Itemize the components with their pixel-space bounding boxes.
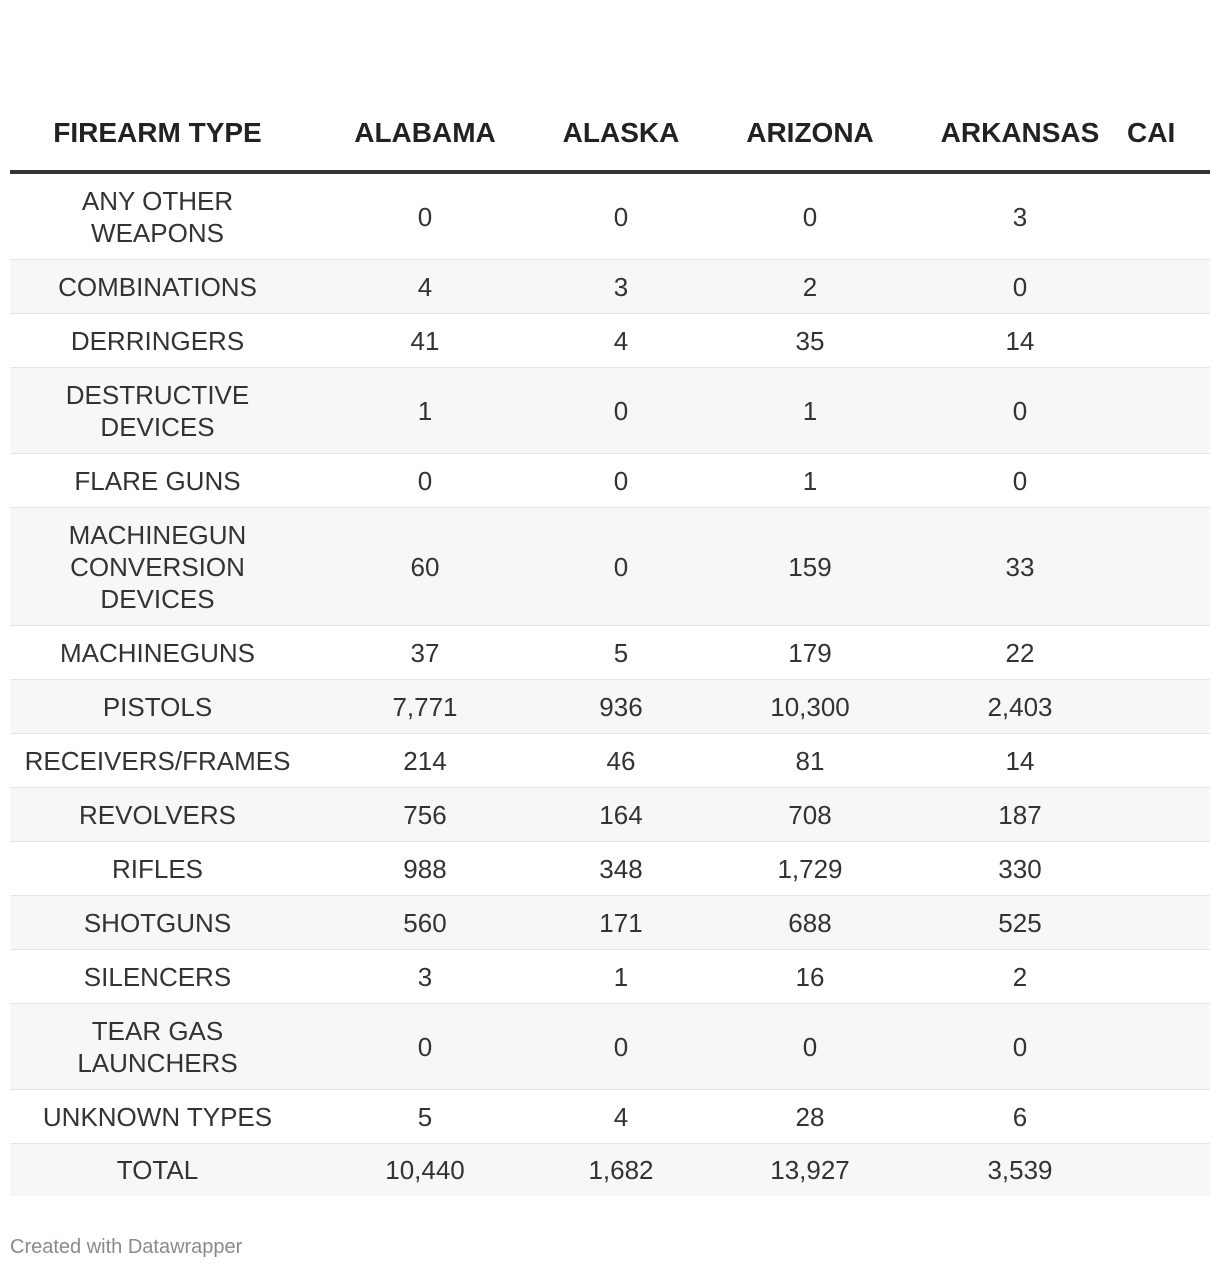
- value-cell-arkansas: 14: [923, 314, 1117, 368]
- value-cell-alabama: 37: [305, 626, 545, 680]
- value-cell-alabama: 10,440: [305, 1144, 545, 1197]
- value-cell-alaska: 936: [545, 680, 697, 734]
- firearm-type-cell: MACHINEGUN CONVERSION DEVICES: [10, 508, 305, 626]
- value-cell-alabama: 988: [305, 842, 545, 896]
- value-cell-arkansas: 0: [923, 1004, 1117, 1090]
- value-cell-arkansas: 0: [923, 368, 1117, 454]
- firearm-type-cell: PISTOLS: [10, 680, 305, 734]
- firearm-type-cell: MACHINEGUNS: [10, 626, 305, 680]
- value-cell-arkansas: 3: [923, 172, 1117, 260]
- value-cell-truncated: [1117, 260, 1210, 314]
- value-cell-truncated: [1117, 626, 1210, 680]
- value-cell-arizona: 1: [697, 454, 923, 508]
- table-row: [10, 1090, 1210, 1144]
- value-cell-arizona: 179: [697, 626, 923, 680]
- value-cell-alabama: 756: [305, 788, 545, 842]
- value-cell-truncated: [1117, 1090, 1210, 1144]
- table-row: [10, 896, 1210, 950]
- value-cell-truncated: [1117, 1144, 1210, 1197]
- value-cell-arizona: 35: [697, 314, 923, 368]
- value-cell-alabama: 60: [305, 508, 545, 626]
- value-cell-arizona: 1: [697, 368, 923, 454]
- datawrapper-credit: Created with Datawrapper: [10, 1236, 243, 1258]
- value-cell-arizona: 28: [697, 1090, 923, 1144]
- value-cell-arizona: 0: [697, 172, 923, 260]
- value-cell-truncated: [1117, 454, 1210, 508]
- firearm-type-cell: RIFLES: [10, 842, 305, 896]
- value-cell-alaska: 0: [545, 172, 697, 260]
- value-cell-arkansas: 33: [923, 508, 1117, 626]
- column-header-firearm-type[interactable]: FIREARM TYPE: [10, 96, 305, 172]
- value-cell-truncated: [1117, 1004, 1210, 1090]
- firearm-type-cell: DESTRUCTIVE DEVICES: [10, 368, 305, 454]
- value-cell-alabama: 214: [305, 734, 545, 788]
- value-cell-truncated: [1117, 172, 1210, 260]
- column-header-truncated[interactable]: CAI: [1117, 96, 1210, 172]
- firearm-type-cell: UNKNOWN TYPES: [10, 1090, 305, 1144]
- value-cell-alaska: 1,682: [545, 1144, 697, 1197]
- value-cell-alaska: 1: [545, 950, 697, 1004]
- value-cell-arkansas: 3,539: [923, 1144, 1117, 1197]
- value-cell-alabama: 0: [305, 1004, 545, 1090]
- firearm-type-cell: RECEIVERS/FRAMES: [10, 734, 305, 788]
- value-cell-truncated: [1117, 896, 1210, 950]
- value-cell-arizona: 81: [697, 734, 923, 788]
- value-cell-alaska: 4: [545, 314, 697, 368]
- value-cell-alabama: 0: [305, 172, 545, 260]
- value-cell-arizona: 13,927: [697, 1144, 923, 1197]
- table-row: [10, 368, 1210, 454]
- table-row: [10, 734, 1210, 788]
- value-cell-arkansas: 0: [923, 454, 1117, 508]
- value-cell-arkansas: 0: [923, 260, 1117, 314]
- value-cell-arkansas: 2,403: [923, 680, 1117, 734]
- value-cell-arizona: 16: [697, 950, 923, 1004]
- table-row: [10, 172, 1210, 260]
- value-cell-arizona: 10,300: [697, 680, 923, 734]
- table-row: [10, 626, 1210, 680]
- value-cell-alabama: 3: [305, 950, 545, 1004]
- value-cell-alabama: 1: [305, 368, 545, 454]
- value-cell-alaska: 3: [545, 260, 697, 314]
- value-cell-arizona: 1,729: [697, 842, 923, 896]
- value-cell-alabama: 4: [305, 260, 545, 314]
- value-cell-truncated: [1117, 842, 1210, 896]
- value-cell-truncated: [1117, 950, 1210, 1004]
- value-cell-alabama: 560: [305, 896, 545, 950]
- value-cell-arkansas: 6: [923, 1090, 1117, 1144]
- value-cell-truncated: [1117, 788, 1210, 842]
- data-table-container: [10, 96, 1210, 1196]
- value-cell-alaska: 0: [545, 368, 697, 454]
- value-cell-alabama: 41: [305, 314, 545, 368]
- value-cell-alaska: 171: [545, 896, 697, 950]
- table-row: [10, 950, 1210, 1004]
- value-cell-arkansas: 14: [923, 734, 1117, 788]
- table-row: [10, 788, 1210, 842]
- value-cell-alaska: 5: [545, 626, 697, 680]
- total-row: [10, 1144, 1210, 1197]
- firearm-type-cell: SHOTGUNS: [10, 896, 305, 950]
- value-cell-arizona: 159: [697, 508, 923, 626]
- table-row: [10, 314, 1210, 368]
- value-cell-alaska: 164: [545, 788, 697, 842]
- value-cell-arkansas: 187: [923, 788, 1117, 842]
- column-header-alaska[interactable]: ALASKA: [545, 96, 697, 172]
- value-cell-alaska: 4: [545, 1090, 697, 1144]
- value-cell-alaska: 348: [545, 842, 697, 896]
- value-cell-arizona: 0: [697, 1004, 923, 1090]
- firearm-type-cell: TOTAL: [10, 1144, 305, 1197]
- table-row: [10, 508, 1210, 626]
- value-cell-arkansas: 525: [923, 896, 1117, 950]
- value-cell-truncated: [1117, 680, 1210, 734]
- value-cell-truncated: [1117, 314, 1210, 368]
- value-cell-alaska: 0: [545, 508, 697, 626]
- table-row: [10, 680, 1210, 734]
- column-header-arizona[interactable]: ARIZONA: [697, 96, 923, 172]
- value-cell-arkansas: 2: [923, 950, 1117, 1004]
- table-row: [10, 842, 1210, 896]
- value-cell-truncated: [1117, 734, 1210, 788]
- firearm-type-cell: TEAR GAS LAUNCHERS: [10, 1004, 305, 1090]
- firearm-type-cell: REVOLVERS: [10, 788, 305, 842]
- value-cell-arizona: 688: [697, 896, 923, 950]
- value-cell-arizona: 708: [697, 788, 923, 842]
- table-row: [10, 1004, 1210, 1090]
- value-cell-truncated: [1117, 368, 1210, 454]
- firearm-type-cell: COMBINATIONS: [10, 260, 305, 314]
- firearm-type-cell: DERRINGERS: [10, 314, 305, 368]
- value-cell-alaska: 0: [545, 454, 697, 508]
- value-cell-arizona: 2: [697, 260, 923, 314]
- firearm-type-cell: SILENCERS: [10, 950, 305, 1004]
- value-cell-arkansas: 330: [923, 842, 1117, 896]
- value-cell-alabama: 5: [305, 1090, 545, 1144]
- value-cell-alabama: 7,771: [305, 680, 545, 734]
- firearms-table: [10, 96, 1210, 1196]
- firearm-type-cell: FLARE GUNS: [10, 454, 305, 508]
- value-cell-arkansas: 22: [923, 626, 1117, 680]
- column-header-arkansas[interactable]: ARKANSAS: [923, 96, 1117, 172]
- table-row: [10, 454, 1210, 508]
- value-cell-alabama: 0: [305, 454, 545, 508]
- header-row: [10, 96, 1210, 172]
- table-body: [10, 172, 1210, 1196]
- value-cell-truncated: [1117, 508, 1210, 626]
- value-cell-alaska: 46: [545, 734, 697, 788]
- column-header-alabama[interactable]: ALABAMA: [305, 96, 545, 172]
- table-row: [10, 260, 1210, 314]
- firearm-type-cell: ANY OTHER WEAPONS: [10, 172, 305, 260]
- value-cell-alaska: 0: [545, 1004, 697, 1090]
